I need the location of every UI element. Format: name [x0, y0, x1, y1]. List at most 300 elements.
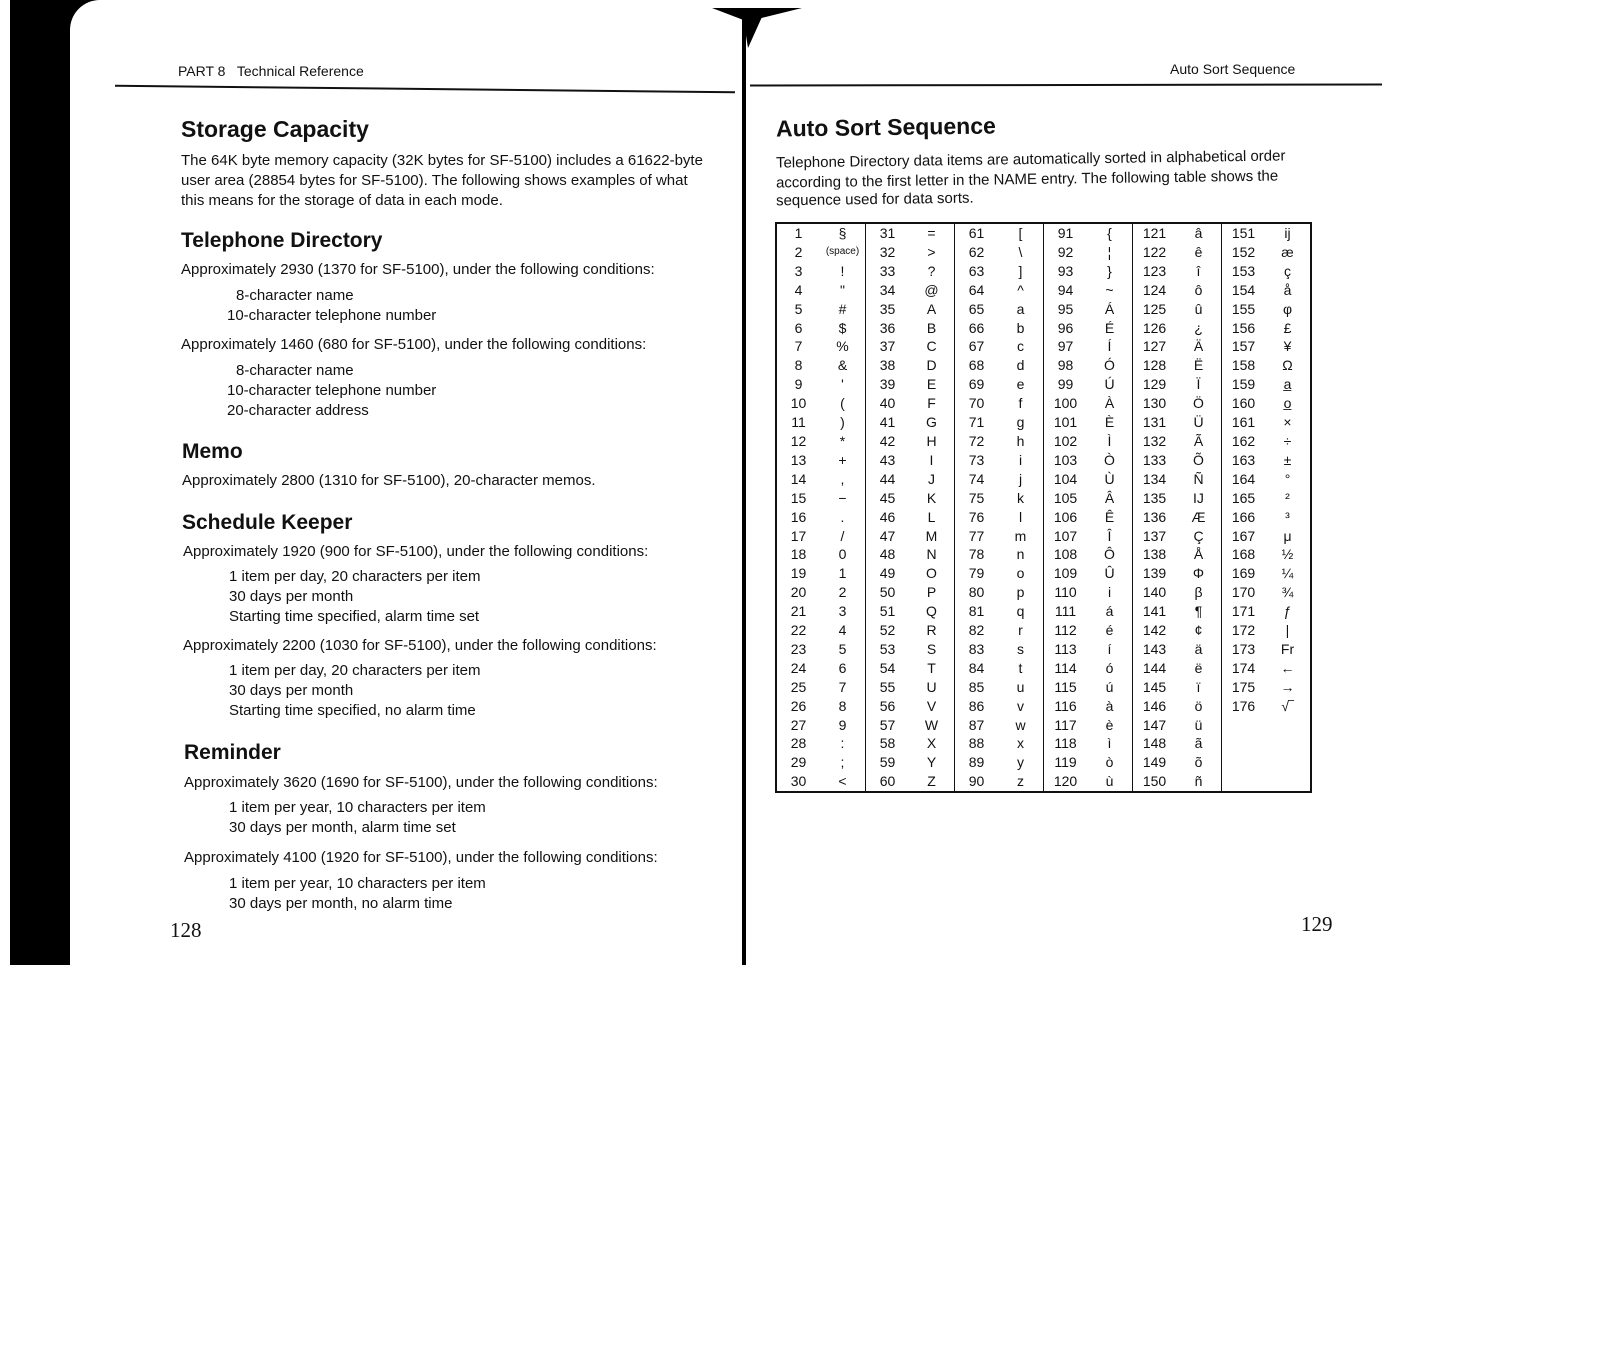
table-row	[776, 640, 1311, 659]
sort-order-number: 108	[1044, 545, 1088, 564]
sort-order-number: 28	[790, 735, 807, 752]
storage-capacity-line-2: user area (28854 bytes for SF-5100). The following shows examples of what	[181, 172, 688, 189]
sort-order-number: 5	[794, 300, 803, 317]
sort-character: ô	[1176, 281, 1222, 300]
sort-order-number: 18	[790, 546, 807, 563]
sort-character: (space)	[820, 243, 866, 262]
telephone-directory-heading: Telephone Directory	[181, 229, 383, 252]
sort-order-number: 93	[1044, 262, 1088, 281]
sort-order-number: 8	[794, 357, 803, 374]
table-row	[776, 281, 1311, 300]
sort-character: z	[998, 772, 1044, 792]
sort-order-number: 44	[866, 470, 910, 489]
sort-character: i	[1087, 583, 1133, 602]
sort-character: Û	[1087, 564, 1133, 583]
schedule-keeper-item: 30 days per month	[229, 682, 354, 699]
sort-character: β	[1176, 583, 1222, 602]
sort-order-number: 87	[955, 716, 999, 735]
sort-character: N	[909, 545, 955, 564]
sort-order-number: 83	[955, 640, 999, 659]
sort-character: ^	[998, 281, 1044, 300]
sort-character: Ë	[1176, 356, 1222, 375]
sort-character: ij	[1284, 225, 1291, 241]
sort-character: ç	[1284, 262, 1291, 279]
sort-character: Ù	[1087, 470, 1133, 489]
sort-character: √‾	[1281, 697, 1294, 714]
sort-character: Ô	[1087, 545, 1133, 564]
table-row	[776, 394, 1311, 413]
sort-order-number: 55	[866, 678, 910, 697]
sort-order-number: 112	[1044, 621, 1088, 640]
sort-character: p	[998, 583, 1044, 602]
sort-character: ←	[1280, 659, 1295, 676]
sort-character: Ç	[1176, 527, 1222, 546]
table-row	[776, 564, 1311, 583]
sort-order-number: 149	[1133, 753, 1177, 772]
storage-capacity-heading: Storage Capacity	[181, 116, 369, 142]
schedule-keeper-item: Starting time specified, alarm time set	[229, 608, 480, 625]
telephone-directory-intro-1: Approximately 2930 (1370 for SF-5100), under the following conditions:	[181, 261, 655, 278]
sort-character: C	[909, 337, 955, 356]
sort-character: →	[1280, 678, 1295, 695]
sort-character: =	[909, 223, 955, 243]
sort-character: ~	[1087, 281, 1133, 300]
sort-character: ¿	[1176, 319, 1222, 338]
sort-order-number: 101	[1044, 413, 1088, 432]
sort-character: ò	[1087, 753, 1133, 772]
sort-order-number: 3	[794, 262, 803, 279]
sort-character: o	[998, 564, 1044, 583]
book-spine-shadow	[10, 0, 70, 965]
sort-character	[1265, 716, 1311, 735]
sort-order-number: 173	[1222, 640, 1266, 659]
sort-character: >	[909, 243, 955, 262]
sort-order-number: 147	[1133, 716, 1177, 735]
sort-order-number: 88	[955, 734, 999, 753]
sort-order-number: 96	[1044, 319, 1088, 338]
sort-order-number: 175	[1222, 678, 1266, 697]
sort-order-number: 170	[1222, 583, 1266, 602]
sort-order-number: 169	[1222, 564, 1266, 583]
sort-order-number: 166	[1222, 508, 1266, 527]
sort-order-number: 30	[790, 773, 807, 790]
table-row	[776, 678, 1311, 697]
sort-order-number: 165	[1222, 489, 1266, 508]
reminder-item: 1 item per year, 10 characters per item	[229, 799, 486, 816]
sort-order-number: 27	[790, 716, 807, 733]
sort-character: æ	[1281, 243, 1294, 260]
sort-character: Ã	[1176, 432, 1222, 451]
sort-character: ú	[1087, 678, 1133, 697]
sort-order-number: 26	[790, 697, 807, 714]
sort-character: ë	[1176, 659, 1222, 678]
sort-order-number: 139	[1133, 564, 1177, 583]
right-header-rule	[750, 83, 1382, 86]
sort-order-number: 100	[1044, 394, 1088, 413]
sort-order-number: 21	[790, 603, 807, 620]
sort-character: X	[909, 734, 955, 753]
sort-order-number: 91	[1044, 223, 1088, 243]
sort-order-number: 73	[955, 451, 999, 470]
sort-character: ¦	[1087, 243, 1133, 262]
sort-character: s	[998, 640, 1044, 659]
sort-order-number: 138	[1133, 545, 1177, 564]
sort-order-number: 110	[1044, 583, 1088, 602]
sort-order-number: 62	[955, 243, 999, 262]
table-row	[776, 697, 1311, 716]
schedule-keeper-item: Starting time specified, no alarm time	[229, 702, 476, 719]
table-row	[776, 753, 1311, 772]
sort-character: Ω	[1282, 357, 1293, 374]
sort-order-number: 94	[1044, 281, 1088, 300]
sort-character: û	[1176, 300, 1222, 319]
table-row	[776, 508, 1311, 527]
sort-character: Ì	[1087, 432, 1133, 451]
table-row	[776, 621, 1311, 640]
sort-order-number: 131	[1133, 413, 1177, 432]
sort-character: Ä	[1176, 337, 1222, 356]
sort-order-number: 145	[1133, 678, 1177, 697]
sort-character: t	[998, 659, 1044, 678]
sort-order-number: 38	[866, 356, 910, 375]
sort-character: y	[998, 753, 1044, 772]
sort-order-number: 13	[790, 451, 807, 468]
sort-order-number: 37	[866, 337, 910, 356]
schedule-keeper-intro-2: Approximately 2200 (1030 for SF-5100), under the following conditions:	[183, 637, 657, 654]
table-row	[776, 262, 1311, 281]
sort-order-number: 158	[1222, 356, 1266, 375]
sort-order-number: 92	[1044, 243, 1088, 262]
sort-order-number: 69	[955, 375, 999, 394]
sort-character: À	[1087, 394, 1133, 413]
sort-order-number: 150	[1133, 772, 1177, 792]
sort-order-number: 124	[1133, 281, 1177, 300]
table-row	[776, 337, 1311, 356]
sort-character: Ü	[1176, 413, 1222, 432]
sort-order-number: 42	[866, 432, 910, 451]
sort-order-number: 153	[1222, 262, 1266, 281]
sort-order-number: 1	[794, 225, 803, 241]
sort-character: ã	[1176, 734, 1222, 753]
sort-character: ¥	[1283, 338, 1292, 355]
sort-order-number: 117	[1044, 716, 1088, 735]
sort-order-number: 41	[866, 413, 910, 432]
sort-character: )	[820, 413, 866, 432]
sort-order-number: 115	[1044, 678, 1088, 697]
sort-order-number: 97	[1044, 337, 1088, 356]
sort-order-number: 39	[866, 375, 910, 394]
sort-character: S	[909, 640, 955, 659]
sort-character: 2	[820, 583, 866, 602]
table-row	[776, 243, 1311, 262]
sort-character: è	[1087, 716, 1133, 735]
sort-character: U	[909, 678, 955, 697]
sort-order-number: 151	[1222, 223, 1266, 243]
sort-character: m	[998, 527, 1044, 546]
sort-character: B	[909, 319, 955, 338]
sort-order-number: 111	[1044, 602, 1088, 621]
sort-order-number: 133	[1133, 451, 1177, 470]
sort-character: ±	[1283, 451, 1292, 468]
table-row	[776, 772, 1311, 792]
telephone-directory-item: 10-character telephone number	[227, 382, 437, 399]
sort-character: E	[909, 375, 955, 394]
sort-order-number: 102	[1044, 432, 1088, 451]
sort-character: f	[998, 394, 1044, 413]
sort-character: J	[909, 470, 955, 489]
sort-character: <	[820, 772, 866, 792]
sort-character: £	[1283, 319, 1292, 336]
sort-sequence-table	[775, 222, 1312, 793]
sort-order-number: 61	[955, 223, 999, 243]
sort-order-number: 148	[1133, 734, 1177, 753]
telephone-directory-item: 20-character address	[227, 402, 369, 419]
sort-character: Í	[1087, 337, 1133, 356]
sort-character: n	[998, 545, 1044, 564]
sort-character: õ	[1176, 753, 1222, 772]
sort-order-number: 4	[794, 281, 803, 298]
sort-character: ó	[1087, 659, 1133, 678]
sort-character: F	[909, 394, 955, 413]
sort-character: −	[820, 489, 866, 508]
sort-order-number: 9	[794, 376, 803, 393]
sort-order-number: 130	[1133, 394, 1177, 413]
sort-order-number: 64	[955, 281, 999, 300]
sort-character: e	[998, 375, 1044, 394]
sort-character: ì	[1087, 734, 1133, 753]
sort-character: @	[909, 281, 955, 300]
sort-order-number: 155	[1222, 300, 1266, 319]
sort-order-number: 82	[955, 621, 999, 640]
sort-character: ñ	[1176, 772, 1222, 792]
auto-sort-intro-1: Telephone Directory data items are automatically sorted in alphabetical order	[775, 147, 1286, 172]
sort-character: Ú	[1087, 375, 1133, 394]
sort-character: Æ	[1176, 508, 1222, 527]
sort-character: â	[1176, 223, 1222, 243]
sort-character: Ó	[1087, 356, 1133, 375]
sort-character: 4	[820, 621, 866, 640]
schedule-keeper-heading: Schedule Keeper	[182, 511, 353, 534]
sort-order-number: 68	[955, 356, 999, 375]
sort-character: v	[998, 697, 1044, 716]
sort-character: ù	[1087, 772, 1133, 792]
sort-order-number: 90	[955, 772, 999, 792]
sort-character: ?	[909, 262, 955, 281]
telephone-directory-item: 8-character name	[236, 287, 354, 304]
book-gutter	[742, 10, 746, 965]
sort-order-number: 29	[790, 754, 807, 771]
sort-order-number: 116	[1044, 697, 1088, 716]
sort-character: +	[820, 451, 866, 470]
sort-character: ½	[1281, 546, 1294, 563]
sort-character: %	[820, 337, 866, 356]
sort-order-number: 146	[1133, 697, 1177, 716]
sort-order-number: 132	[1133, 432, 1177, 451]
sort-order-number: 98	[1044, 356, 1088, 375]
sort-character: (	[820, 394, 866, 413]
sort-order-number: 122	[1133, 243, 1177, 262]
sort-character: x	[998, 734, 1044, 753]
sort-order-number: 129	[1133, 375, 1177, 394]
sort-order-number: 35	[866, 300, 910, 319]
sort-order-number: 127	[1133, 337, 1177, 356]
table-row	[776, 470, 1311, 489]
sort-character: /	[820, 527, 866, 546]
sort-character: Fr	[1280, 640, 1295, 657]
sort-character: ¢	[1176, 621, 1222, 640]
sort-order-number: 51	[866, 602, 910, 621]
sort-order-number: 15	[790, 489, 807, 506]
sort-order-number: 6	[794, 319, 803, 336]
sort-order-number: 81	[955, 602, 999, 621]
sort-character	[1265, 772, 1311, 792]
sort-order-number: 140	[1133, 583, 1177, 602]
sort-character: G	[909, 413, 955, 432]
sort-character: É	[1087, 319, 1133, 338]
sort-character: D	[909, 356, 955, 375]
sort-order-number: 40	[866, 394, 910, 413]
sort-character: ¼	[1281, 565, 1294, 582]
sort-character: u	[998, 678, 1044, 697]
sort-order-number: 24	[790, 659, 807, 676]
sort-character: ¾	[1281, 584, 1294, 601]
sort-character: Å	[1176, 545, 1222, 564]
sort-character: P	[909, 583, 955, 602]
sort-character: &	[820, 356, 866, 375]
sort-order-number: 163	[1222, 451, 1266, 470]
sort-character: 0	[820, 545, 866, 564]
sort-character: W	[909, 716, 955, 735]
sort-order-number: 77	[955, 527, 999, 546]
sort-character: A	[909, 300, 955, 319]
reminder-intro-2: Approximately 4100 (1920 for SF-5100), under the following conditions:	[184, 849, 658, 866]
sort-order-number: 10	[790, 395, 807, 412]
sort-character: b	[998, 319, 1044, 338]
sort-order-number: 121	[1133, 223, 1177, 243]
sort-order-number: 23	[790, 640, 807, 657]
sort-character: 6	[820, 659, 866, 678]
sort-order-number: 52	[866, 621, 910, 640]
sort-order-number: 103	[1044, 451, 1088, 470]
schedule-keeper-item: 1 item per day, 20 characters per item	[229, 568, 481, 585]
sort-character: I	[909, 451, 955, 470]
sort-order-number: 126	[1133, 319, 1177, 338]
sort-order-number: 164	[1222, 470, 1266, 489]
sort-order-number: 56	[866, 697, 910, 716]
sort-order-number: 19	[790, 565, 807, 582]
sort-order-number: 45	[866, 489, 910, 508]
running-head-title: Technical Reference	[236, 63, 364, 79]
sort-order-number: 12	[790, 432, 807, 449]
table-row	[776, 602, 1311, 621]
sort-order-number: 141	[1133, 602, 1177, 621]
sort-order-number: 63	[955, 262, 999, 281]
sort-order-number: 36	[866, 319, 910, 338]
table-row	[776, 545, 1311, 564]
table-row	[776, 432, 1311, 451]
sort-character: R	[909, 621, 955, 640]
sort-character: :	[820, 734, 866, 753]
sort-character: [	[998, 223, 1044, 243]
table-row	[776, 319, 1311, 338]
table-row	[776, 356, 1311, 375]
sort-order-number: 136	[1133, 508, 1177, 527]
sort-order-number: 72	[955, 432, 999, 451]
sort-order-number: 85	[955, 678, 999, 697]
table-row	[776, 489, 1311, 508]
sort-order-number: 75	[955, 489, 999, 508]
sort-order-number: 152	[1222, 243, 1266, 262]
table-row	[776, 223, 1311, 243]
sort-order-number: 31	[866, 223, 910, 243]
sort-character: Q	[909, 602, 955, 621]
sort-order-number: 65	[955, 300, 999, 319]
sort-order-number: 142	[1133, 621, 1177, 640]
sort-order-number: 25	[790, 678, 807, 695]
sort-character: a̲	[1283, 376, 1292, 393]
schedule-keeper-intro-1: Approximately 1920 (900 for SF-5100), under the following conditions:	[183, 543, 649, 560]
sort-character: H	[909, 432, 955, 451]
sort-order-number: 49	[866, 564, 910, 583]
sort-character: q	[998, 602, 1044, 621]
sort-character: '	[820, 375, 866, 394]
right-running-head: Auto Sort Sequence	[1170, 61, 1296, 77]
table-row	[776, 300, 1311, 319]
schedule-keeper-item: 1 item per day, 20 characters per item	[229, 662, 481, 679]
sort-character: μ	[1283, 527, 1292, 544]
sort-order-number: 154	[1222, 281, 1266, 300]
sort-order-number: 134	[1133, 470, 1177, 489]
sort-order-number: 144	[1133, 659, 1177, 678]
sort-order-number: 11	[791, 414, 806, 431]
auto-sort-intro-3: sequence used for data sorts.	[775, 189, 974, 210]
memo-intro: Approximately 2800 (1310 for SF-5100), 20-character memos.	[182, 472, 596, 489]
sort-character: k	[998, 489, 1044, 508]
sort-character: l	[998, 508, 1044, 527]
sort-character: ÷	[1283, 432, 1292, 449]
sort-order-number: 119	[1044, 753, 1088, 772]
sort-character: Ê	[1087, 508, 1133, 527]
sort-order-number: 46	[866, 508, 910, 527]
sort-character: 8	[820, 697, 866, 716]
sort-order-number: 174	[1222, 659, 1266, 678]
sort-order-number: 34	[866, 281, 910, 300]
sort-order-number: 60	[866, 772, 910, 792]
sort-character: ö	[1176, 697, 1222, 716]
sort-order-number	[1222, 716, 1266, 735]
sort-character: ;	[820, 753, 866, 772]
sort-order-number: 57	[866, 716, 910, 735]
telephone-directory-item: 10-character telephone number	[227, 307, 437, 324]
sort-order-number: 104	[1044, 470, 1088, 489]
reminder-intro-1: Approximately 3620 (1690 for SF-5100), under the following conditions:	[184, 774, 658, 791]
table-row	[776, 716, 1311, 735]
sort-character: o̲	[1283, 395, 1292, 412]
sort-character: §	[820, 223, 866, 243]
sort-character: Â	[1087, 489, 1133, 508]
sort-character: Ö	[1176, 394, 1222, 413]
reminder-item: 30 days per month, alarm time set	[229, 819, 456, 836]
table-row	[776, 659, 1311, 678]
sort-order-number	[1222, 734, 1266, 753]
sort-order-number: 86	[955, 697, 999, 716]
sort-character: V	[909, 697, 955, 716]
sort-order-number: 47	[866, 527, 910, 546]
sort-order-number: 107	[1044, 527, 1088, 546]
sort-character: 7	[820, 678, 866, 697]
sort-character: ä	[1176, 640, 1222, 659]
sort-order-number: 114	[1044, 659, 1088, 678]
